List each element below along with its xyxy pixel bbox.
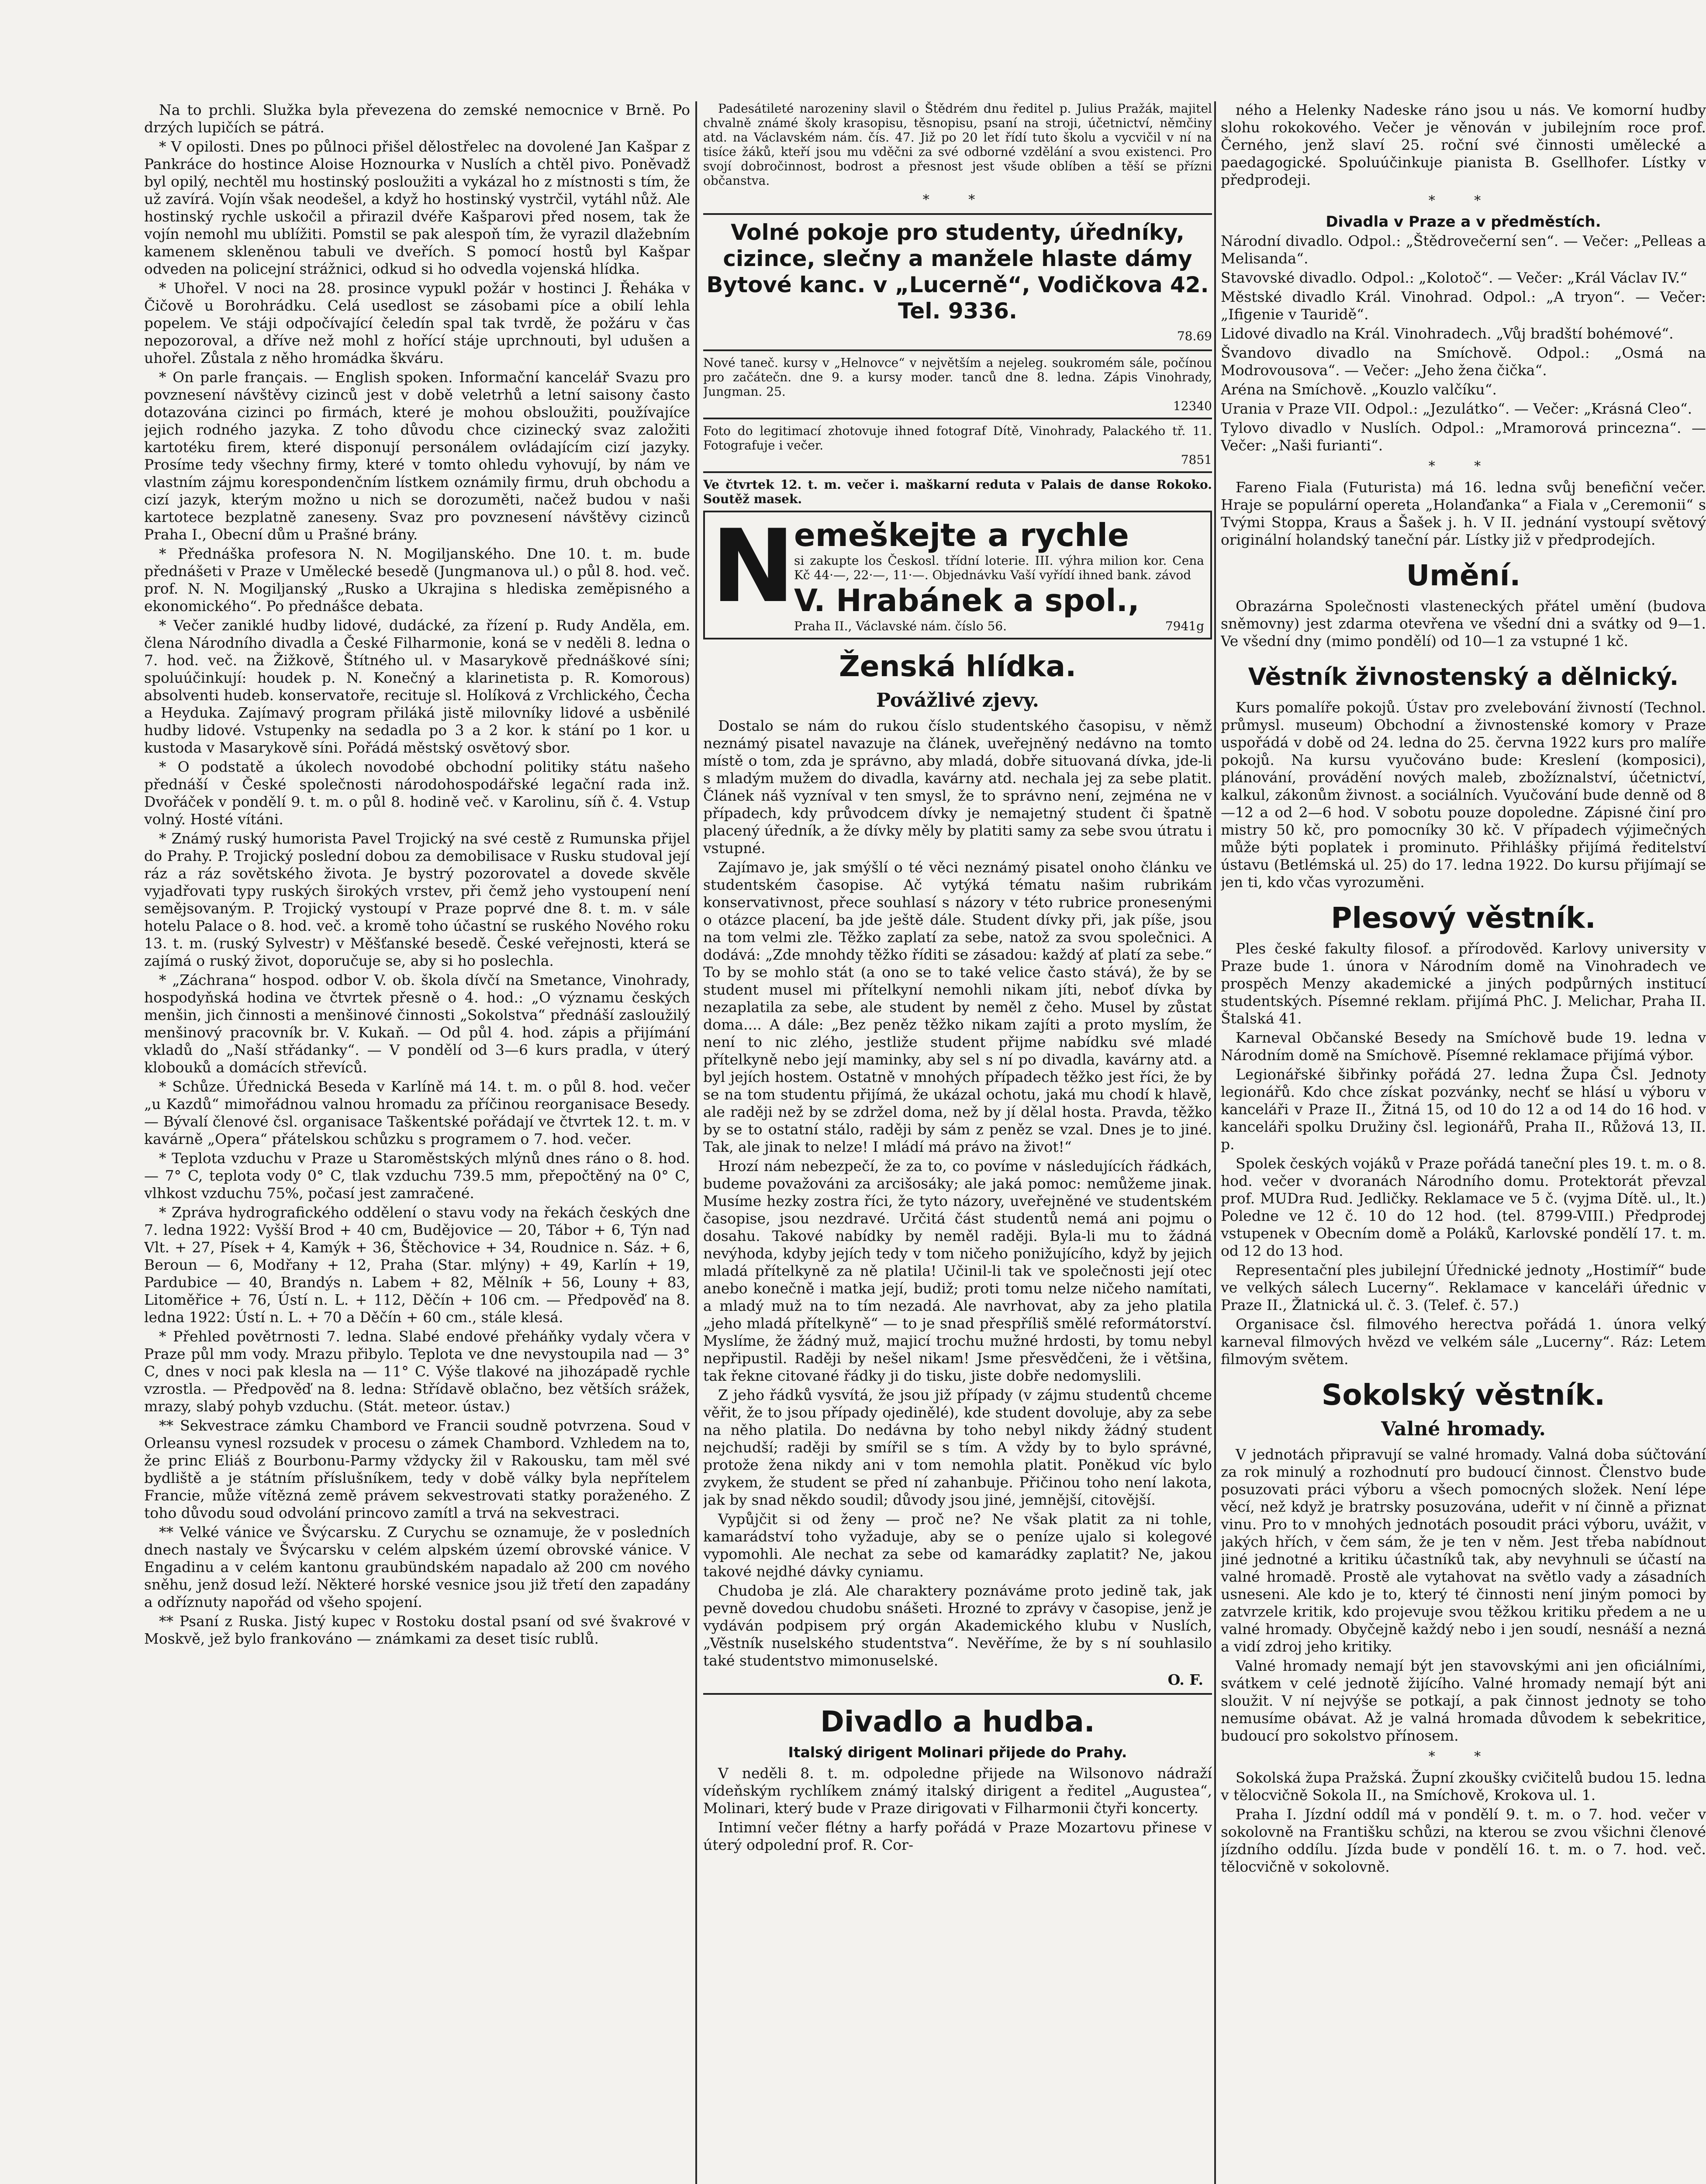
column-left	[144, 101, 690, 2184]
article-fiala: Fareno Fiala (Futurista) má 16. ledna svůj benefiční večer. Hraje se populární opereta „Holanďanka“ a Fiala v „Ceremonii“ s Tvými Stoppa, Kraus a Šašek j. h. V II. jednání vystoupí světový originální holandský taneční pár. Lístky již v předprodejích.	[1221, 479, 1706, 548]
separator-stars: * *	[922, 192, 993, 207]
theatre-listing-item: Švandovo divadlo na Smíchově. Odpol.: „Osmá na Modrovousova“. — Večer: „Jeho žena čička“.	[1221, 344, 1706, 379]
theatre-listing-item: Stavovské divadlo. Odpol.: „Kolotoč“. — Večer: „Král Václav IV.“	[1221, 269, 1688, 286]
article-sokol-note: Sokolská župa Pražská. Župní zkoušky cvičitelů budou 15. ledna v tělocvičně Sokola II., na Smíchově, Krokova ul. 1.	[1221, 1769, 1706, 1804]
column-rule	[1214, 101, 1216, 2184]
article-art: Obrazárna Společnosti vlasteneckých přátel umění (budova sněmovny) jest zdarma otevřena ve všední dni a svátky od 9—1. Ve všední dny (mimo pondělí) od 10—1 za vstupné 1 kč.	[1221, 598, 1706, 650]
separator-line	[703, 1693, 1212, 1695]
ad-lottery-initial: N	[711, 508, 795, 625]
article-povetrnost: * Přehled povětrnosti 7. ledna. Slabé endové přeháňky vydaly včera v Praze půl mm vody. Mrazu přibylo. Teplota ve dne nevystoupila nad — 3° C, dnes v noci pak klesla na — 11° C. Výše tlakové na jihozápadě rychle vzrostla. — Předpověď na 8. ledna: Střídavě oblačno, bez větších srážek, mrazy, slabý pohyb vzduchu. (Stát. meteor. ústav.)	[144, 1328, 690, 1415]
article-title-women: Povážlivé zjevy.	[876, 689, 1039, 712]
section-title-sokol: Sokolský věstník.	[1321, 1378, 1606, 1412]
article-on-parle-francais: * On parle français. — English spoken. Informační kancelář Svazu pro povznesení návštěvy cizinců jest v době veletrhů a letní saisony často dotazována cizinci po firmách, které je mohou obsloužiti, používajíce jejich rodného jazyka. Z toho důvodu chce cizinecký svaz založiti kartotéku firem, které disponují personálem ovládajícím cizí jazyky. Prosíme tedy všechny firmy, které v tomto ohledu vyhovují, by nám ve vlastním zájmu korespondenčním lístkem oznámily firmu, druh obchodu a cizí jazyk, kterým možno u nich se dorozuměti, načež budou v naši kartotece bezplatně zaneseny. Svaz pro povznesení návštěvy cizinců Praha I., Obecní dům u Prašné brány.	[144, 369, 690, 543]
ad-lottery	[703, 508, 1212, 639]
article-zachrana: * „Záchrana“ hospod. odbor V. ob. škola dívčí na Smetance, Vinohrady, hospodyňská hodina ve čtvrtek přesně o 4. hod.: „O významu českých menšin, jich činnosti a menšinové činnosti „Sokolstva“ přednáší zasloužilý menšinový pracovník br. V. Kukaň. — Od půl 4. hod. zápis a přijímání vkladů do „Naší střádanky“. — V pondělí od 3—6 kurs pradla, v úterý klobouků a domácích střevíců.	[144, 971, 690, 1076]
separator-line	[703, 418, 1212, 419]
article-women-paragraph: Hrozí nám nebezpečí, že za to, co povíme v následujících řádkách, budeme považováni za arcišosáky; ale jaká pomoc: nemůžeme jinak. Musíme hezky zostra říci, že tyto názory, uveřejněné ve studentském časopise, jsou nezdravé. Určitá část studentů nemá ani pojmu o dosahu. Takové nabídky by neměl raději. Byla-li mu to žádná nevýhoda, kdyby jejích tedy v tom ničeho ponižujícího, když by jejich mladá přítelkyně za ně platila! Učinil-li tak ve společnosti její otec anebo konečně i matka její, budiž; proti tomu nelze ničeho namítati, a mladý muž na to tím nezadá. Ale navrhovat, aby za jeho platila „jeho mladá přítelkyně“ — to je snad přespříliš smělé reformátorství. Myslíme, že žádný muž, majicí trochu mužné hrdosti, by tomu nebyl nepřipustil. Raději by nešel nikam! Jsme přesvědčeni, že i většina, tak řekne citované řádky ji do tisku, jiste dobře nedomyslili.	[703, 1158, 1212, 1384]
article-sokol: V jednotách připravují se valné hromady. Valná doba súčtování za rok minulý a rozhodnutí pro budoucí činnost. Členstvo bude posuzovati práci výboru a všech pomocných složek. Není lépe věcí, než když je bratrsky posuzována, udeřit v ní činně a přiznat vinu. Pro to v mnohých jednotách posoudit práci výboru, uvážit, v jakých hřích, v čem sám, že je ten v něm. Jest třeba nabídnout jiné jednotné a kritiku účastníků tak, aby nevyhnuli se účastí na valné hromadě. Prostě ale vytahovat na světlo vady a zásadních usneseni. Ale kdo je to, který té činnosti není jiným pomoci by zatvrzele kritik, kdo projevuje svou těžkou kritiku předem a ne u valné hromady. Obyčejně každý nebo i jen soudí, nesnáší a nezná a vidí zdroj jeho kritiky.	[1221, 1446, 1706, 1655]
ad-rooms: Volné pokoje pro studenty, úředníky, cizince, slečny a manžele hlaste dámy Bytové kanc. v „Lucerně“, Vodičkova 42. Tel. 9336.	[706, 220, 1209, 324]
article-title-molinari: Italský dirigent Molinari přijede do Prahy.	[788, 1744, 1127, 1761]
article-molinari: V neděli 8. t. m. odpoledne přijede na Wilsonovo nádraží vídeňským rychlíkem známý italský dirigent a ředitel „Augustea“, Molinari, který bude v Praze dirigovati v Filharmonii čtyři koncerty.	[703, 1765, 1212, 1817]
section-title-art: Umění.	[1406, 559, 1521, 592]
theatre-listing-title: Divadla v Praze a v předměstích.	[1326, 213, 1601, 231]
article-women-paragraph: Vypůjčit si od ženy — proč ne? Ne však platit za ni tohle, kamarádství toho vyžaduje, aby se o peníze ujalo si kolegové vypomohli. Ale nechat za sebe od kamarádky zaplatit? Ne, jakou takové nejdhé dávky cyniamu.	[703, 1510, 1212, 1580]
article-women-paragraph: Chudoba je zlá. Ale charaktery poznáváme proto jedině tak, jak pevně dovedou chudobu snášeti. Hrozné to zprávy v časopise, jenž je vydáván podpisem prý orgán Akademického klubu v Nuslích, „Věstník nuselského studentstva“. Nevěříme, že by s ní souhlasilo také studentstvo mimonuselské.	[703, 1582, 1212, 1669]
section-title-theatre: Divadlo a hudba.	[820, 1705, 1095, 1738]
ad-lottery-body: si zakupte los Českosl. třídní loterie. III. výhra milion kor. Cena Kč 44·—, 22·—, 11·—. Objednávku Vaší vyřídí ihned bank. závod	[794, 553, 1204, 582]
ad-lottery-firm: V. Hrabánek a spol.,	[794, 583, 1140, 619]
ad-code: 12340	[1173, 399, 1212, 413]
article-vanice: ** Velké vánice ve Švýcarsku. Z Curychu se oznamuje, že v posledních dnech nastaly ve Švýcarsku v celém alpském území obrovské vánice. V Engadinu a v celém kantonu graubündském napadalo až 200 cm nového sněhu, jenž dosud leží. Některé horské vesnice jsou již třetí den zapadány a odříznuty napořád od všeho spojení.	[144, 1524, 690, 1610]
article-title-sokol: Valné hromady.	[1381, 1418, 1546, 1440]
article-obchodni-politika: * O podstatě a úkolech novodobé obchodní politiky státu našeho přednáší v České společnosti národohospodářské legační rada inž. Dvořáček v pondělí 9. t. m. o půl 8. hodině več. v Karolinu, síň č. 4. Vstup volný. Hosté vítáni.	[144, 758, 690, 828]
ad-code: 7941g	[1165, 619, 1204, 633]
ad-reduta: Ve čtvrtek 12. t. m. večer i. maškarní reduta v Palais de danse Rokoko. Soutěž masek.	[703, 477, 1212, 506]
article-chambord: ** Sekvestrace zámku Chambord ve Francii soudně potvrzena. Soud v Orleansu vynesl rozsudek v procesu o zámek Chambord. Vzhledem na to, že princ Eliáš z Bourbonu-Parmy vždycky žil v Rakousku, tam měl své bydliště a je státním příslušníkem, tedy v době války byla nepřítelem Francie, může vítězná země právem sekvestrovati statky poraženého. Z toho důvodu soud odvolání princovo zamítl a trvá na sekvestraci.	[144, 1417, 690, 1521]
ad-photo	[703, 424, 1212, 467]
article-ball: Karneval Občanské Besedy na Smíchově bude 19. ledna v Národním domě na Smíchově. Písemné reklamace přijímá výbor.	[1221, 1029, 1706, 1064]
article-text: Na to prchli. Služka byla převezena do zemské nemocnice v Brně. Po drzých lupičích se pátrá.	[144, 101, 690, 136]
article-hydro: * Zpráva hydrografického oddělení o stavu vody na řekách českých dne 7. ledna 1922: Vyšší Brod + 40 cm, Budějovice — 20, Tábor + 6, Týn nad Vlt. + 27, Písek + 4, Kamýk + 36, Štěchovice + 34, Roudnice n. Sáz. + 6, Beroun — 6, Modřany + 12, Praha (Star. mlýny) + 49, Karlín + 19, Pardubice — 40, Brandýs n. Labem + 82, Mělník + 56, Louny + 83, Litoměřice + 76, Ústí n. L. + 112, Děčín + 106 cm. — Předpověď na 8. ledna 1922: Ústí n. L. + 70 a Děčín + 60 cm., stále klesá.	[144, 1204, 690, 1326]
article-sokol-note: Praha I. Jízdní oddíl má v pondělí 9. t. m. o 7. hod. večer v sokolovně na Františku schůzi, na kterou se zvou všichni členové jízdního oddílu. Jízda bude v pondělí 16. t. m. o 7. hod. več. tělocvičně v sokolovně.	[1221, 1806, 1706, 1875]
article-ball: Spolek českých vojáků v Praze pořádá taneční ples 19. t. m. o 8. hod. večer v dvoranách Národního domu. Protektorát převzal prof. MUDra Rud. Jedličky. Reklamace ve 5 č. (vyjma Dítě. ul., lt.) Poledne ve 12 č. 10 do 12 hod. (tel. 8799-VIII.) Předprodej vstupenek v Obecním domě a Poláků, Karlovské pondělí 17. t. m. od 12 do 13 hod.	[1221, 1155, 1706, 1259]
article-women-paragraph: Zajímavo je, jak smýšlí o té věci neznámý pisatel onoho článku ve studentském časopise. Ač vytýká tématu našim rubrikám konservativnost, přece souhlasí s názory v této rubrice pronesenými o otázce placení, ba jde ještě dále. Student dívky při, jak píše, jsou na tom velmi zle. Těžko zaplatí za sebe, natož za svou společnici. A dodává: „Zde mnohdy těžko říditi se zásadou: každý ať platí za sebe.“ To by se mohlo stát (a ono se to také velice často stává), že by se student musel mi přítelkyní nemohli nikam jíti, neboť dívka by nezaplatila za sebe, ale student by neměl z čeho. Musel by zůstat doma.... A dále: „Bez peněz těžko nikam zajíti a proto myslím, že není to nic zlého, jestliže student přijme nabídku své mladé přítelkyně nebo její maminky, aby sel s ní po divadla, kavárny atd. a byl jejích hostem. Ostatně v mnohých případech těžko jest říci, že by se na tom studentu přijímá, že ukázal ochotu, jaká mu chodí k hlavě, ale raději než by se zdržel doma, než by jí dělal hosta. Pravda, těžko by se to ostatní stálo, raději by sám z peněz se vzal. Dnes je to jiné. Tak, ale jinak to nelze! I mládí má právo na život!“	[703, 859, 1212, 1155]
theatre-listing-item: Tylovo divadlo v Nuslích. Odpol.: „Mramorová princezna“. — Večer: „Naši furianti“.	[1221, 419, 1706, 454]
article-uhorel: * Uhořel. V noci na 28. prosince vypukl požár v hostinci J. Řeháka v Čičově u Borohrádku. Celá usedlost se zásobami píce a obilí lehla popelem. Ve stáji odpočívající čeledín spal tak tvrdě, že požáru v čas nepozoroval, a dříve než mohl z hořící stáje uprchnouti, byl udušen a uhořel. Zůstala z něho hromádka škváru.	[144, 280, 690, 366]
article-prednaska: * Přednáška profesora N. N. Mogiljanského. Dne 10. t. m. bude přednášeti v Praze v Umělecké besedě (Jungmanova ul.) o půl 8. hod. več. prof. N. N. Mogiljanský „Rusko a Ukrajina s hlediska zeměpisného a ekonomického“. Po přednášce debata.	[144, 545, 690, 615]
article-signature: O. F.	[1167, 1671, 1203, 1688]
ad-lottery-address	[794, 619, 1204, 633]
article-ball: Organisace čsl. filmového herectva pořádá 1. února velký karneval filmových hvězd ve velkém sále „Lucerny“. Ráz: Letem filmovým světem.	[1221, 1316, 1706, 1368]
article-flute-harp: Intimní večer flétny a harfy pořádá v Praze Mozartovu přinese v úterý odpolední prof. R. Cor-	[703, 1819, 1212, 1853]
column-rule	[695, 101, 697, 2184]
separator-stars: * *	[1428, 193, 1499, 208]
section-title-trade: Věstník živnostenský a dělnický.	[1248, 663, 1679, 691]
separator-line	[703, 213, 1212, 215]
separator-line	[703, 349, 1212, 351]
column-right	[1221, 101, 1706, 2184]
ad-birthday	[703, 101, 1212, 188]
article-ball: Legionářské šibřinky pořádá 27. ledna Župa Čsl. Jednoty legionářů. Kdo chce získat pozvánky, nechť se hlásí u výboru v kanceláři v Praze II., Žitná 15, od 10 do 12 a od 14 do 16 hod. v kanceláři spolku Družiny čsl. legionářů, Praha II., Růžová 13, II. p.	[1221, 1066, 1706, 1153]
article-text: ného a Helenky Nadeske ráno jsou u nás. Ve komorní hudby slohu rokokového. Večer je věnován v jubilejním roce prof. Černého, jenž slaví 25. roční své činnosti umělecké a paedagogické. Spoluúčinkuje pianista B. Gsellhofer. Lístky v předprodeji.	[1221, 101, 1706, 188]
article-psani-z-ruska: ** Psaní z Ruska. Jistý kupec v Rostoku dostal psaní od své švakrové v Moskvě, jež bylo frankováno — známkami za deset tisíc rublů.	[144, 1613, 690, 1647]
ad-lottery-address-text: Praha II., Václavské nám. číslo 56.	[794, 619, 1007, 633]
theatre-listing-item: Národní divadlo. Odpol.: „Štědrovečerní sen“. — Večer: „Pelleas a Melisanda“.	[1221, 232, 1706, 267]
section-title-ball: Plesový věstník.	[1331, 901, 1596, 935]
article-ball: Ples české fakulty filosof. a přírodověd. Karlovy university v Praze bude 1. února v Národním domě na Vinohradech ve prospěch Menzy akademické a jiných podpůrných institucí studentských. Písemné reklam. přijímá PhC. J. Melichar, Praha II. Štalská 41.	[1221, 940, 1706, 1027]
ad-birthday-text: Padesátileté narozeniny slavil o Štědrém dnu ředitel p. Julius Pražák, majitel chvalně známé školy krasopisu, těsnopisu, psaní na stroji, účetnictví, němčiny atd. na Václavském nám. čís. 47. Již po 20 let řídí tuto školu a vycvičil v ní na tisíce žáků, kteří jsou mu vděčni za své odborné vzdělání a svou existenci. Pro svojí dobročinnost, bodrost a přesnost jest všude oblíben a těší se přízni občanstva.	[703, 101, 1212, 188]
article-teplota: * Teplota vzduchu v Praze u Staroměstských mlýnů dnes ráno o 8. hod. — 7° C, teplota vody 0° C, tlak vzduchu 739.5 mm, přepočtěný na 0° C, vlhkost vzduchu 75%, počasí jest zamračené.	[144, 1150, 690, 1202]
theatre-listing-item: Lidové divadlo na Král. Vinohradech. „Vůj bradští bohémové“.	[1221, 325, 1674, 342]
article-schuze: * Schůze. Úřednická Beseda v Karlíně má 14. t. m. o půl 8. hod. večer „u Kazdů“ mimořádnou valnou hromadu za příčinou reorganisace Besedy. — Bývalí členové čsl. organisace Taškentské pořádají ve čtvrtek 12. t. m. v kavárně „Opera“ přátelskou schůzku s programem o 7. hod. večer.	[144, 1078, 690, 1147]
article-trade: Kurs pomalíře pokojů. Ústav pro zvelebování živností (Technol. průmysl. museum) Obchodní a živnostenské komory v Praze uspořádá v době od 24. ledna do 25. června 1922 kurs pro malíře pokojů. Na kursu vyučováno bude: Kreslení (komposici), plánování, provádění nových maleb, zbožíznalství, účetnictví, kalkul, zákonům živnost. a sociálních. Vyučování bude denně od 8—12 a od 2—6 hod. V sobotu pouze dopoledne. Zápisné činí pro mistry 50 kč, pro pomocníky 30 kč. V případech výjimečných může býti poplatek i prominuto. Přihlášky přijímá ředitelství ústavu (Betlémská ul. 25) do 17. ledna 1922. Do kursu přijímají se jen ti, kdo včas vyrozuměni.	[1221, 699, 1706, 891]
ad-code: 78.69	[1177, 329, 1212, 343]
article-ball: Representační ples jubilejní Úřednické jednoty „Hostimíř“ bude ve velkých sálech Lucerny“. Reklamace v kanceláři úřednic v Praze II., Žlatnická ul. č. 3. (Telef. č. 57.)	[1221, 1261, 1706, 1313]
article-trojicky: * Známý ruský humorista Pavel Trojický na své cestě z Rumunska přijel do Prahy. P. Trojický poslední dobou za demobilisace v Rusku studoval její ráz a ráz sovětského života. Je bystrý pozorovatel a dovede skvěle vyjadřovati typy ruských širokých vrstev, při čemž jeho vystoupení není semějsovaným. P. Trojický vystoupí v Praze poprvé dne 8. t. m. v sále hotelu Palace o 8. hod. več. a kromě toho účastní se ruského Nového roku 13. t. m. (ruský Sylvestr) v Měšťanské besedě. České veřejnosti, která se zajímá o ruský život, doporučuje se, aby si ho poslechla.	[144, 830, 690, 969]
column-middle	[703, 101, 1212, 2184]
ad-photo-text: Foto do legitimací zhotovuje ihned fotograf Dítě, Vinohrady, Palackého tř. 11. Fotografuje i večer.	[703, 424, 1212, 453]
theatre-listing-item: Aréna na Smíchově. „Kouzlo valčíku“.	[1221, 381, 1497, 398]
separator-stars: * *	[1428, 1749, 1499, 1764]
ad-dance-text: Nové taneč. kursy v „Helnovce“ v největším a nejeleg. soukromém sále, počínou pro začátečn. dne 9. a kursy moder. tanců dne 8. ledna. Zápis Vinohrady, Jungman. 25.	[703, 356, 1212, 399]
theatre-listing-item: Urania v Praze VII. Odpol.: „Jezulátko“. — Večer: „Krásná Cleo“.	[1221, 400, 1692, 417]
article-women-paragraph: Z jeho řádků vysvítá, že jsou již případy (v zájmu studentů chceme věřit, že to jsou případy ojedinělé), kde student dovoluje, aby za sebe na něho platila. Do nedávna by toho nebyl nikdy žádný student nejchudší; raději by smířil se s tím. A vždy by to bylo správné, protože žena nikdy ani v tom nemohla platit. Poněkud víc bylo zvykem, že student se před ní zahanbuje. Přičinou toho není lakota, jak by snad někdo soudil; důvody jsou jiné, jemnější, citovější.	[703, 1386, 1212, 1508]
separator-line	[703, 471, 1212, 473]
article-women-paragraph: Dostalo se nám do rukou číslo studentského časopisu, v němž neznámý pisatel navazuje na článek, uveřejněný nedávno na tomto místě o tom, zda je správno, aby mladá, dobře situovaná dívka, jde-li s mladým mužem do divadla, kavárny atd. nechala jej za sebe platit. Článek náš vyzníval v ten smysl, že to správno není, zejména ne v případech, kdy průvodcem dívky je nemajetný student či špatně placený úředník, a že dívky měly by platiti samy za sebe svou útratu i vstupné.	[703, 717, 1212, 857]
article-sokol: Valné hromady nemají být jen stavovskými ani jen oficiálními, svátkem v celé jednotě žijícího. Valné hromady nemají být ani sloužit. V ní nejvýše se potkají, a pak činnost jednoty se toho nemusíme obávat. Až je valná hromada důvodem k sebekritice, budoucí pro sokolstvo přínosem.	[1221, 1657, 1706, 1744]
article-v-opilosti: * V opilosti. Dnes po půlnoci přišel dělostřelec na dovolené Jan Kašpar z Pankráce do hostince Aloise Hoznourka v Nuslích a chtěl pivo. Poněvadž byl opilý, nechtěl mu hostinský posloužiti a vykázal ho z místnosti s tím, že už zavírá. Vojín však neodešel, a když ho hostinský vystrčil, vytáhl nůž. Ale hostinský rychle uskočil a přirazil dvéře Kašparovi před nosem, tak že vojín nemohl mu ublížiti. Pomstil se pak alespoň tím, že vyrazil dlažebním kamenem skleněnou tabuli ve dveřích. S pomocí hostů byl Kašpar odveden na policejní strážnici, odkud si ho odvedla vojenská hlídka.	[144, 138, 690, 277]
section-title-women: Ženská hlídka.	[839, 650, 1077, 683]
ad-lottery-headline: emeškejte a rychle	[794, 517, 1129, 553]
ad-code: 7851	[1181, 453, 1212, 467]
article-vecer-hudby: * Večer zaniklé hudby lidové, dudácké, za řízení p. Rudy Anděla, em. člena Národního divadla a České Filharmonie, koná se v neděli 8. ledna o 7. hod. več. na Žižkově, Štítného ul. v Masarykově přednáškové síni; spoluúčinkují: houdek p. N. Konečný a klarinetista p. R. Komorous) absolventi hudeb. konservatoře, recituje sl. Holíková z Vrchlického, Čecha a Heyduka. Zajímavý program přiláká jistě milovníky lidové a usběnilé hudby lidové. Vstupenky na sedadla po 3 a 2 kor. k stání po 1 kor. u kustoda v Masarykově síni. Pořádá městský osvětový sbor.	[144, 617, 690, 756]
ad-dance	[703, 356, 1212, 413]
theatre-listing-item: Městské divadlo Král. Vinohrad. Odpol.: „A tryon“. — Večer: „Ifigenie v Tauridě“.	[1221, 288, 1706, 323]
separator-stars: * *	[1428, 459, 1499, 474]
